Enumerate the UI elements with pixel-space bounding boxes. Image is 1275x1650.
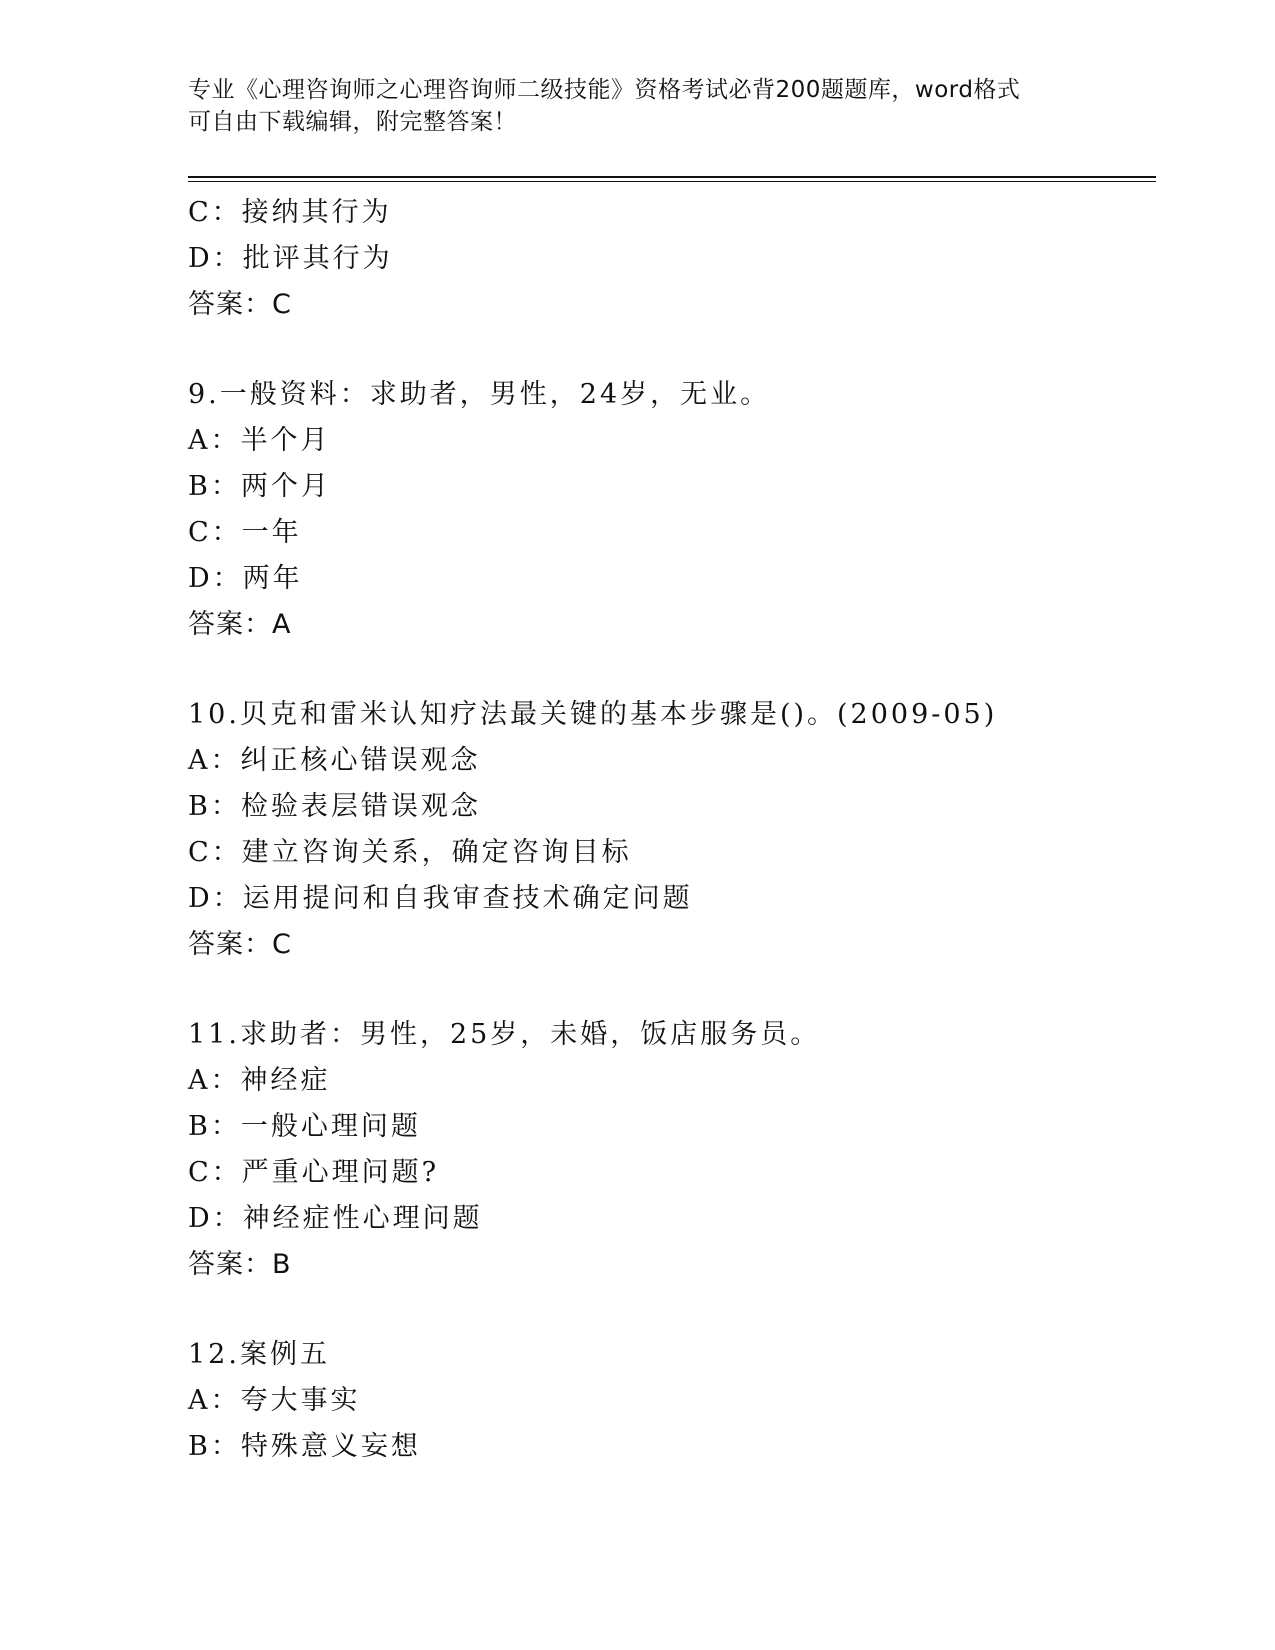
option-b: B：一般心理问题 (188, 1111, 421, 1142)
option-d: D：两年 (188, 563, 303, 594)
option-b: B：检验表层错误观念 (188, 791, 481, 822)
option-c: C：建立咨询关系，确定咨询目标 (188, 837, 632, 868)
option-d: D：运用提问和自我审查技术确定问题 (188, 883, 693, 914)
answer-line: 答案：C (188, 289, 292, 320)
answer-line: 答案：A (188, 609, 292, 640)
header-line-1: 专业《心理咨询师之心理咨询师二级技能》资格考试必背200题题库，word格式 (188, 77, 1021, 103)
block-spacer (188, 1288, 1156, 1332)
option-d: D：批评其行为 (188, 243, 393, 274)
header-divider-thin (188, 181, 1156, 182)
option-b: B：两个月 (188, 471, 331, 502)
option-a: A：半个月 (188, 425, 331, 456)
option-a: A：神经症 (188, 1065, 331, 1096)
question-text: 12.案例五 (188, 1339, 330, 1370)
question-list (188, 190, 1156, 1470)
question-text: 10.贝克和雷米认知疗法最关键的基本步骤是()。(2009-05) (188, 699, 998, 730)
header-divider-thick (188, 176, 1156, 178)
question-text: 9.一般资料：求助者，男性，24岁，无业。 (188, 379, 771, 410)
header-line-2: 可自由下载编辑，附完整答案！ (188, 109, 517, 135)
question-block (188, 1012, 1156, 1288)
option-a: A：夸大事实 (188, 1385, 361, 1416)
question-block (188, 372, 1156, 648)
question-block (188, 190, 1156, 328)
option-a: A：纠正核心错误观念 (188, 745, 481, 776)
answer-line: 答案：B (188, 1249, 292, 1280)
document-header (188, 74, 1088, 138)
option-c: C：一年 (188, 517, 302, 548)
option-d: D：神经症性心理问题 (188, 1203, 483, 1234)
answer-line: 答案：C (188, 929, 292, 960)
question-block (188, 1332, 1156, 1470)
option-c: C：严重心理问题? (188, 1157, 440, 1188)
block-spacer (188, 968, 1156, 1012)
option-b: B：特殊意义妄想 (188, 1431, 421, 1462)
option-c: C：接纳其行为 (188, 197, 392, 228)
question-text: 11.求助者：男性，25岁，未婚，饭店服务员。 (188, 1019, 821, 1050)
block-spacer (188, 328, 1156, 372)
block-spacer (188, 648, 1156, 692)
question-block (188, 692, 1156, 968)
